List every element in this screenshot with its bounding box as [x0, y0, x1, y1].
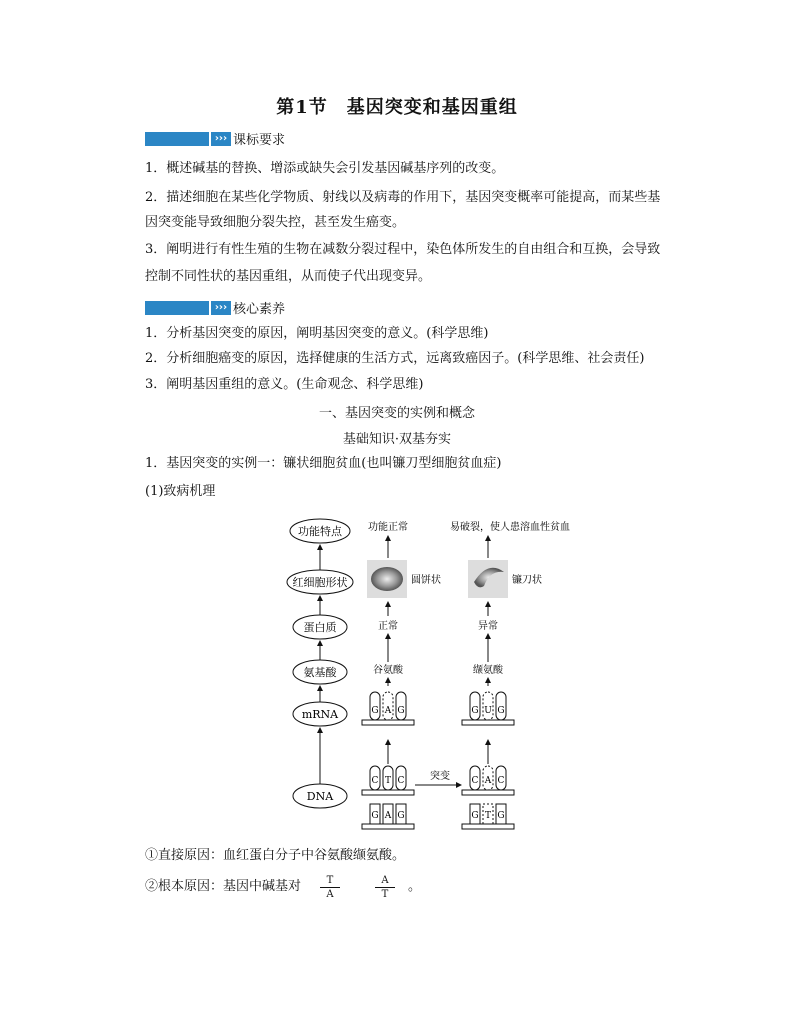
mutant-protein: 异常 [478, 621, 498, 632]
text-line: 3．阐明进行有性生殖的生物在减数分裂过程中，染色体所发生的自由组合和互换，会导致 [145, 242, 661, 257]
svg-text:A: A [384, 706, 392, 716]
normal-shape: 圆饼状 [411, 575, 441, 586]
mutant-cell-image [468, 560, 508, 598]
svg-text:T: T [384, 776, 392, 786]
svg-text:功能特点: 功能特点 [298, 525, 342, 538]
svg-text:红细胞形状: 红细胞形状 [292, 576, 348, 589]
mutant-mrna [462, 692, 514, 725]
text-line: 1．分析基因突变的原因，阐明基因突变的意义。(科学思维) [145, 326, 489, 341]
svg-text:C: C [471, 776, 479, 786]
level-cell-shape [287, 570, 353, 594]
cause-root-prefix: ②根本原因：基因中碱基对 [145, 879, 302, 894]
text-line: 因突变能导致细胞分裂失控，甚至发生癌变。 [145, 215, 406, 230]
svg-text:G: G [471, 811, 479, 821]
svg-text:C: C [497, 776, 505, 786]
svg-text:G: G [497, 706, 505, 716]
section-tag-curriculum [145, 129, 285, 148]
svg-text:G: G [397, 706, 405, 716]
level-protein [293, 615, 347, 639]
mutant-dna [462, 766, 514, 829]
level-function [290, 519, 350, 543]
normal-dna [362, 766, 414, 829]
base-pair-from: T A [320, 875, 340, 900]
svg-text:G: G [371, 706, 379, 716]
base-pair-to: A T [375, 875, 395, 900]
svg-text:DNA: DNA [306, 790, 334, 803]
text-line: 3．阐明基因重组的意义。(生命观念、科学思维) [145, 377, 424, 392]
level-mrna [293, 702, 347, 726]
section-label: 核心素养 [233, 302, 286, 317]
svg-text:G: G [397, 811, 405, 821]
mechanism-diagram [0, 510, 794, 840]
svg-text:G: G [497, 811, 505, 821]
mutation-label: 突变 [430, 771, 450, 782]
svg-text:氨基酸: 氨基酸 [303, 666, 337, 679]
cause-direct: ①直接原因：血红蛋白分子中谷氨酸缬氨酸。 [145, 848, 406, 863]
svg-text:A: A [384, 811, 392, 821]
level-amino-acid [293, 660, 347, 684]
text-line: 1．基因突变的实例一：镰状细胞贫血(也叫镰刀型细胞贫血症) [145, 456, 502, 471]
svg-text:蛋白质: 蛋白质 [303, 621, 337, 634]
text-line: (1)致病机理 [145, 484, 216, 499]
mutant-shape: 镰刀状 [512, 575, 542, 586]
section-label: 课标要求 [233, 133, 286, 148]
svg-text:T: T [484, 811, 492, 821]
mutant-amino: 缬氨酸 [473, 665, 503, 676]
chevron-right-icon: ››› [211, 301, 231, 315]
normal-amino: 谷氨酸 [373, 665, 403, 676]
section-tag-literacy [145, 298, 285, 317]
svg-text:mRNA: mRNA [301, 708, 339, 721]
page-title: 第1节 基因突变和基因重组 [276, 97, 518, 118]
text-line: 2．分析细胞癌变的原因，选择健康的生活方式，远离致癌因子。(科学思维、社会责任) [145, 351, 645, 366]
text-line: 控制不同性状的基因重组，从而使子代出现变异。 [145, 269, 432, 284]
svg-text:C: C [397, 776, 405, 786]
cause-root-suffix: 。 [408, 879, 422, 894]
text-line: 1．概述碱基的替换、增添或缺失会引发基因碱基序列的改变。 [145, 161, 505, 176]
normal-protein: 正常 [378, 621, 398, 632]
svg-text:C: C [371, 776, 379, 786]
normal-mrna [362, 692, 414, 725]
mutant-function: 易破裂，使人患溶血性贫血 [450, 522, 570, 533]
normal-function: 功能正常 [368, 522, 408, 533]
subheading: 基础知识·双基夯实 [342, 432, 452, 447]
chevron-right-icon: ››› [211, 132, 231, 146]
level-dna [293, 784, 347, 808]
svg-text:U: U [484, 706, 492, 716]
heading: 一、基因突变的实例和概念 [318, 406, 475, 421]
svg-text:G: G [371, 811, 379, 821]
svg-text:A: A [484, 776, 492, 786]
text-line: 2．描述细胞在某些化学物质、射线以及病毒的作用下，基因突变概率可能提高，而某些基 [145, 190, 661, 205]
svg-text:G: G [471, 706, 479, 716]
